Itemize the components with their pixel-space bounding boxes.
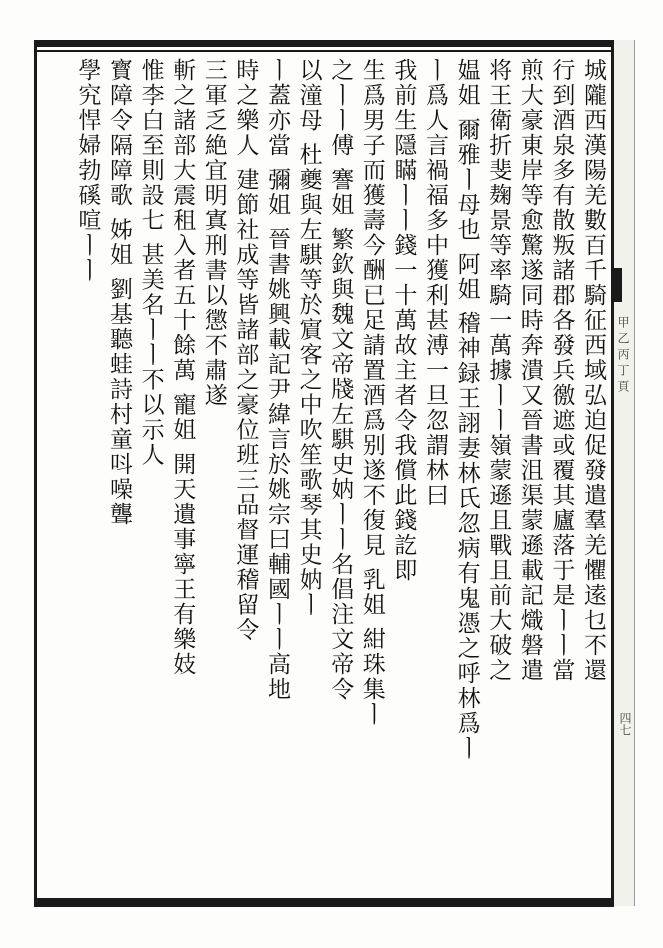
text-column: 我前生隱瞞ㅣㅣ錢一十萬故主者令我償此錢訖即: [390, 58, 417, 583]
text-column: 之ㅣㅣ傅 謇姐 繁欽與魏文帝牋左騏史妠ㅣㅣ名倡注文帝令: [327, 58, 354, 702]
book-spine-margin: [614, 40, 635, 906]
text-column: 生爲男子而獲壽今酬已足請置酒爲别遂不復見 乳姐 紺珠集ㅣ: [358, 58, 385, 727]
text-column: 以潼母 杜夔與左騏等於賔客之中吹笙歌琴其史妠ㅣ: [295, 58, 322, 618]
top-border-thin-rule: [34, 50, 612, 52]
text-column: 煎大豪東岸等愈驚遂同時奔潰又晉書沮渠蒙遜載記熾磐遣: [516, 58, 543, 683]
text-column: ㅣ爲人言禍福多中獲利甚溥一旦忽謂林曰: [422, 58, 448, 508]
text-column: 時之樂人 建節社成等皆諸部之豪位班三品督運稽留令: [232, 58, 259, 643]
bottom-border-rule: [34, 898, 614, 907]
text-column: 三軍乏絶宜明寘刑書以懲不肅遂: [200, 58, 227, 408]
text-column: 惟李白至則設七 甚美名ㅣㅣ不以示人: [137, 58, 164, 468]
spine-title: 甲乙丙丁頁: [616, 316, 630, 396]
left-border-rule: [34, 40, 37, 906]
text-column: 學究悍婦勃磎喧ㅣㅣ: [74, 58, 101, 283]
text-column: ㅣ蓋亦當 彌姐 晉書姚興載記尹緯言於姚宗曰輔國ㅣㅣ高地: [264, 58, 290, 702]
text-column: 斬之諸部大震租入者五十餘萬 寵姐 開天遺事寧王有樂妓: [169, 58, 196, 677]
text-column: 城隴西漢陽羌數百千騎征西域弘迫促發遣羣羌懼逺乜不還: [580, 58, 606, 683]
spine-page-number: 四七: [618, 712, 632, 736]
text-column: 将王衛折斐麹景等率騎一萬據ㅣㅣ嶺蒙遜且戰且前大破之: [485, 58, 512, 683]
top-border-rule: [34, 40, 612, 47]
text-column: 媪姐 爾雅ㅣ母也 阿姐 稽神録王詡妻林氏忽病有鬼憑之呼林爲ㅣ: [453, 58, 480, 761]
text-column: 行到酒泉多有散叛諸郡各發兵徼遮或覆其廬落于是ㅣㅣ當: [548, 58, 575, 683]
fish-tail-mark: [612, 268, 622, 302]
text-column: 寳障令隔障歌 姊姐 劉基聽蛙詩村童呌噪聾: [106, 58, 132, 527]
